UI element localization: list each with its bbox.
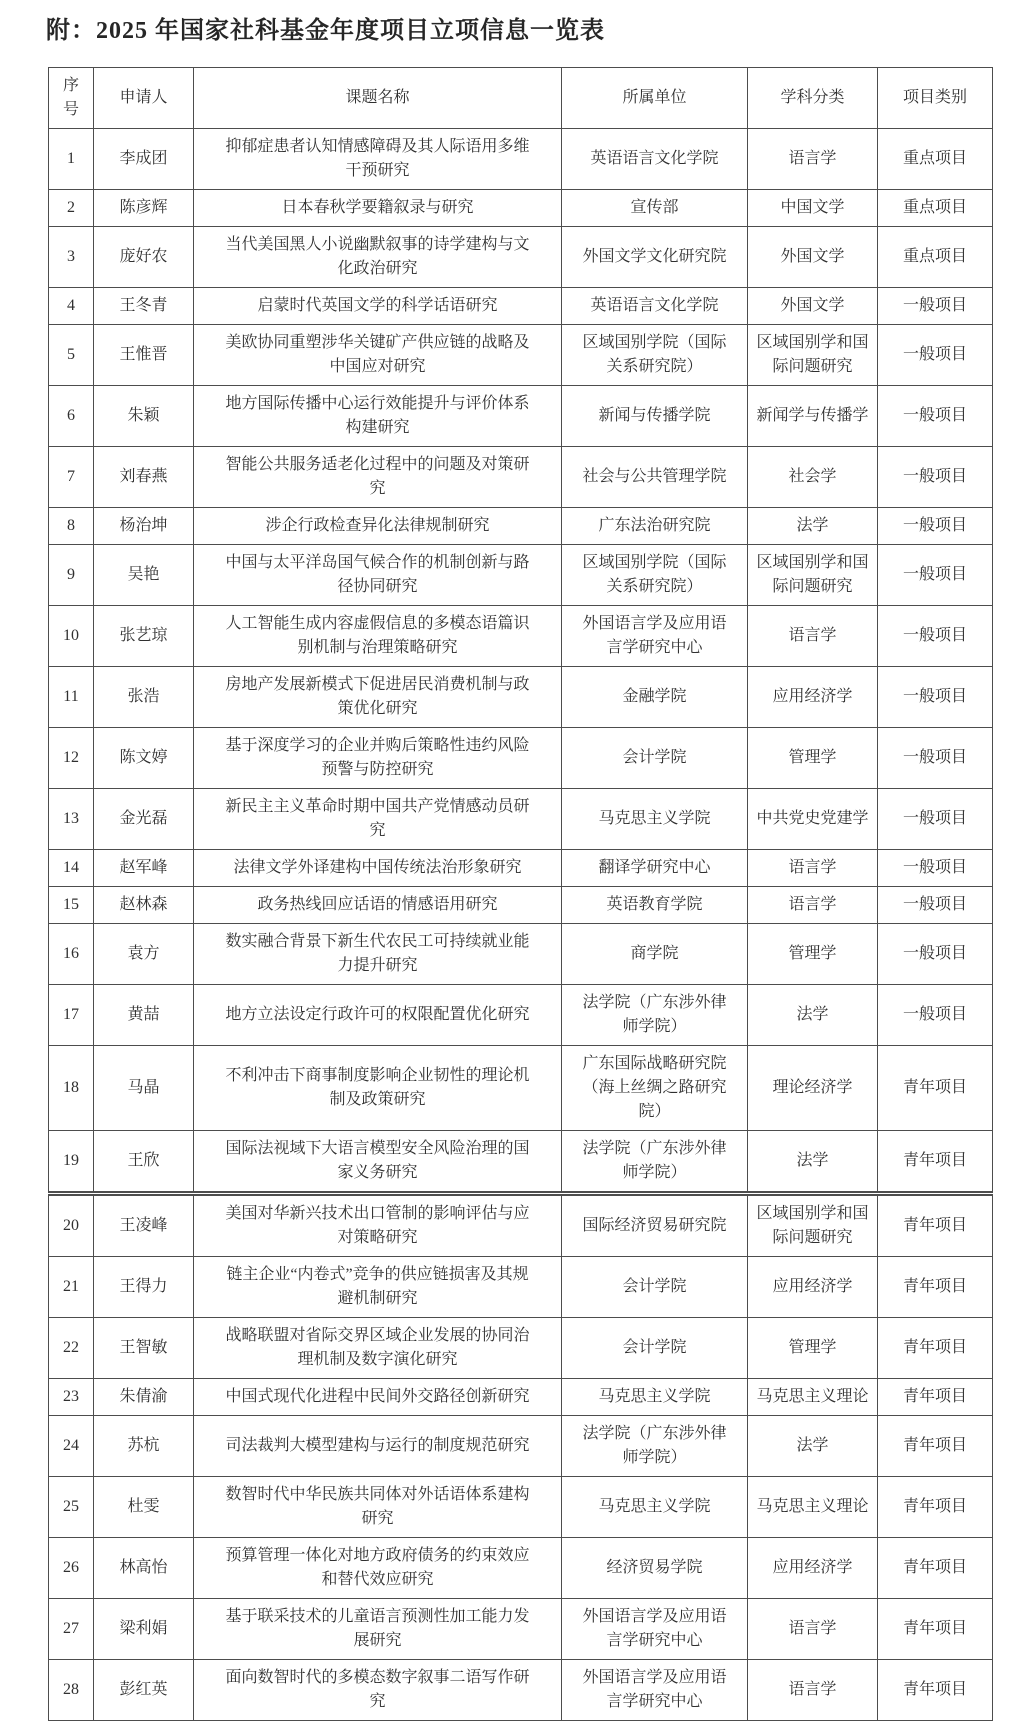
cell-applicant: 杨治坤	[94, 508, 194, 545]
table-row	[49, 667, 993, 728]
cell-applicant: 林高怡	[94, 1538, 194, 1599]
cell-applicant: 王得力	[94, 1257, 194, 1318]
cell-no: 28	[49, 1660, 94, 1721]
cell-title: 启蒙时代英国文学的科学话语研究	[194, 288, 562, 325]
cell-applicant: 赵林森	[94, 887, 194, 924]
cell-title: 人工智能生成内容虚假信息的多模态语篇识别机制与治理策略研究	[194, 606, 562, 667]
cell-discipline: 外国文学	[748, 227, 878, 288]
cell-no: 10	[49, 606, 94, 667]
cell-category: 一般项目	[878, 447, 993, 508]
table-row	[49, 606, 993, 667]
document-page	[40, 10, 990, 1721]
cell-title: 司法裁判大模型建构与运行的制度规范研究	[194, 1416, 562, 1477]
cell-applicant: 陈彦辉	[94, 190, 194, 227]
cell-unit: 区域国别学院（国际关系研究院）	[562, 325, 748, 386]
cell-applicant: 梁利娟	[94, 1599, 194, 1660]
cell-title: 智能公共服务适老化过程中的问题及对策研究	[194, 447, 562, 508]
table-row	[49, 1379, 993, 1416]
cell-category: 一般项目	[878, 924, 993, 985]
cell-unit: 英语语言文化学院	[562, 129, 748, 190]
table-row	[49, 924, 993, 985]
cell-title: 法律文学外译建构中国传统法治形象研究	[194, 850, 562, 887]
cell-unit: 会计学院	[562, 1318, 748, 1379]
projects-table	[48, 67, 993, 1721]
cell-no: 1	[49, 129, 94, 190]
cell-no: 21	[49, 1257, 94, 1318]
cell-unit: 法学院（广东涉外律师学院）	[562, 1131, 748, 1194]
table-row	[49, 447, 993, 508]
cell-applicant: 王智敏	[94, 1318, 194, 1379]
cell-no: 9	[49, 545, 94, 606]
table-row	[49, 728, 993, 789]
cell-unit: 外国文学文化研究院	[562, 227, 748, 288]
cell-category: 青年项目	[878, 1131, 993, 1194]
cell-applicant: 王冬青	[94, 288, 194, 325]
table-row	[49, 1660, 993, 1721]
table-header-row	[49, 68, 993, 129]
cell-category: 一般项目	[878, 545, 993, 606]
cell-discipline: 应用经济学	[748, 667, 878, 728]
cell-title: 当代美国黑人小说幽默叙事的诗学建构与文化政治研究	[194, 227, 562, 288]
cell-unit: 会计学院	[562, 728, 748, 789]
cell-unit: 宣传部	[562, 190, 748, 227]
cell-unit: 商学院	[562, 924, 748, 985]
table-row	[49, 850, 993, 887]
cell-unit: 国际经济贸易研究院	[562, 1194, 748, 1257]
column-header-no: 序号	[49, 68, 94, 129]
cell-title: 预算管理一体化对地方政府债务的约束效应和替代效应研究	[194, 1538, 562, 1599]
cell-no: 13	[49, 789, 94, 850]
table-row	[49, 545, 993, 606]
cell-no: 20	[49, 1194, 94, 1257]
table-row	[49, 1194, 993, 1257]
cell-category: 青年项目	[878, 1318, 993, 1379]
cell-title: 数实融合背景下新生代农民工可持续就业能力提升研究	[194, 924, 562, 985]
cell-no: 16	[49, 924, 94, 985]
cell-applicant: 朱倩渝	[94, 1379, 194, 1416]
table-row	[49, 1131, 993, 1194]
cell-title: 国际法视域下大语言模型安全风险治理的国家义务研究	[194, 1131, 562, 1194]
table-row	[49, 1477, 993, 1538]
cell-category: 一般项目	[878, 887, 993, 924]
cell-unit: 英语教育学院	[562, 887, 748, 924]
cell-category: 青年项目	[878, 1416, 993, 1477]
table-row	[49, 1416, 993, 1477]
column-header-unit: 所属单位	[562, 68, 748, 129]
cell-no: 11	[49, 667, 94, 728]
cell-title: 抑郁症患者认知情感障碍及其人际语用多维干预研究	[194, 129, 562, 190]
cell-title: 面向数智时代的多模态数字叙事二语写作研究	[194, 1660, 562, 1721]
cell-no: 19	[49, 1131, 94, 1194]
cell-discipline: 社会学	[748, 447, 878, 508]
cell-no: 25	[49, 1477, 94, 1538]
cell-unit: 金融学院	[562, 667, 748, 728]
cell-title: 涉企行政检查异化法律规制研究	[194, 508, 562, 545]
cell-no: 22	[49, 1318, 94, 1379]
cell-discipline: 理论经济学	[748, 1046, 878, 1131]
table-row	[49, 386, 993, 447]
cell-applicant: 马晶	[94, 1046, 194, 1131]
table-row	[49, 129, 993, 190]
cell-unit: 社会与公共管理学院	[562, 447, 748, 508]
cell-category: 青年项目	[878, 1257, 993, 1318]
cell-title: 房地产发展新模式下促进居民消费机制与政策优化研究	[194, 667, 562, 728]
cell-category: 重点项目	[878, 190, 993, 227]
column-header-discipline: 学科分类	[748, 68, 878, 129]
cell-title: 日本春秋学要籍叙录与研究	[194, 190, 562, 227]
cell-unit: 马克思主义学院	[562, 789, 748, 850]
cell-category: 一般项目	[878, 288, 993, 325]
cell-discipline: 语言学	[748, 129, 878, 190]
cell-category: 一般项目	[878, 850, 993, 887]
cell-no: 7	[49, 447, 94, 508]
cell-unit: 翻译学研究中心	[562, 850, 748, 887]
cell-discipline: 语言学	[748, 1599, 878, 1660]
cell-applicant: 赵军峰	[94, 850, 194, 887]
cell-no: 24	[49, 1416, 94, 1477]
cell-no: 26	[49, 1538, 94, 1599]
cell-no: 5	[49, 325, 94, 386]
cell-discipline: 应用经济学	[748, 1538, 878, 1599]
cell-applicant: 张浩	[94, 667, 194, 728]
cell-discipline: 语言学	[748, 887, 878, 924]
table-row	[49, 288, 993, 325]
table-row	[49, 508, 993, 545]
cell-title: 链主企业“内卷式”竞争的供应链损害及其规避机制研究	[194, 1257, 562, 1318]
cell-unit: 法学院（广东涉外律师学院）	[562, 1416, 748, 1477]
cell-applicant: 杜雯	[94, 1477, 194, 1538]
cell-no: 4	[49, 288, 94, 325]
cell-discipline: 语言学	[748, 606, 878, 667]
cell-discipline: 马克思主义理论	[748, 1379, 878, 1416]
table-body	[49, 129, 993, 1721]
cell-discipline: 法学	[748, 1416, 878, 1477]
cell-discipline: 应用经济学	[748, 1257, 878, 1318]
cell-category: 一般项目	[878, 667, 993, 728]
table-row	[49, 1599, 993, 1660]
cell-discipline: 区域国别学和国际问题研究	[748, 545, 878, 606]
table-row	[49, 190, 993, 227]
cell-title: 政务热线回应话语的情感语用研究	[194, 887, 562, 924]
cell-applicant: 张艺琼	[94, 606, 194, 667]
cell-unit: 马克思主义学院	[562, 1379, 748, 1416]
table-row	[49, 1257, 993, 1318]
cell-category: 青年项目	[878, 1660, 993, 1721]
cell-category: 一般项目	[878, 386, 993, 447]
cell-unit: 英语语言文化学院	[562, 288, 748, 325]
cell-unit: 马克思主义学院	[562, 1477, 748, 1538]
cell-applicant: 王惟晋	[94, 325, 194, 386]
table-row	[49, 1046, 993, 1131]
cell-title: 中国式现代化进程中民间外交路径创新研究	[194, 1379, 562, 1416]
cell-category: 青年项目	[878, 1194, 993, 1257]
cell-applicant: 陈文婷	[94, 728, 194, 789]
cell-applicant: 刘春燕	[94, 447, 194, 508]
column-header-title: 课题名称	[194, 68, 562, 129]
table-row	[49, 985, 993, 1046]
cell-category: 一般项目	[878, 728, 993, 789]
cell-applicant: 王欣	[94, 1131, 194, 1194]
cell-applicant: 庞好农	[94, 227, 194, 288]
cell-no: 23	[49, 1379, 94, 1416]
cell-no: 27	[49, 1599, 94, 1660]
cell-no: 3	[49, 227, 94, 288]
cell-discipline: 区域国别学和国际问题研究	[748, 325, 878, 386]
cell-no: 6	[49, 386, 94, 447]
table-row	[49, 227, 993, 288]
cell-discipline: 外国文学	[748, 288, 878, 325]
cell-discipline: 中国文学	[748, 190, 878, 227]
cell-discipline: 区域国别学和国际问题研究	[748, 1194, 878, 1257]
cell-discipline: 马克思主义理论	[748, 1477, 878, 1538]
column-header-applicant: 申请人	[94, 68, 194, 129]
cell-discipline: 法学	[748, 985, 878, 1046]
cell-category: 一般项目	[878, 985, 993, 1046]
cell-title: 地方立法设定行政许可的权限配置优化研究	[194, 985, 562, 1046]
cell-unit: 外国语言学及应用语言学研究中心	[562, 1660, 748, 1721]
cell-no: 8	[49, 508, 94, 545]
cell-category: 一般项目	[878, 606, 993, 667]
cell-category: 一般项目	[878, 508, 993, 545]
cell-discipline: 法学	[748, 508, 878, 545]
cell-category: 重点项目	[878, 227, 993, 288]
table-row	[49, 1538, 993, 1599]
cell-unit: 新闻与传播学院	[562, 386, 748, 447]
cell-category: 青年项目	[878, 1046, 993, 1131]
cell-unit: 经济贸易学院	[562, 1538, 748, 1599]
cell-unit: 区域国别学院（国际关系研究院）	[562, 545, 748, 606]
cell-title: 基于深度学习的企业并购后策略性违约风险预警与防控研究	[194, 728, 562, 789]
cell-category: 一般项目	[878, 325, 993, 386]
cell-applicant: 朱颖	[94, 386, 194, 447]
cell-applicant: 苏杭	[94, 1416, 194, 1477]
cell-discipline: 管理学	[748, 1318, 878, 1379]
cell-applicant: 彭红英	[94, 1660, 194, 1721]
cell-discipline: 语言学	[748, 1660, 878, 1721]
cell-discipline: 中共党史党建学	[748, 789, 878, 850]
cell-category: 青年项目	[878, 1379, 993, 1416]
cell-discipline: 语言学	[748, 850, 878, 887]
cell-applicant: 李成团	[94, 129, 194, 190]
table-row	[49, 789, 993, 850]
cell-title: 数智时代中华民族共同体对外话语体系建构研究	[194, 1477, 562, 1538]
cell-category: 青年项目	[878, 1538, 993, 1599]
cell-title: 地方国际传播中心运行效能提升与评价体系构建研究	[194, 386, 562, 447]
cell-applicant: 金光磊	[94, 789, 194, 850]
cell-unit: 法学院（广东涉外律师学院）	[562, 985, 748, 1046]
cell-title: 新民主主义革命时期中国共产党情感动员研究	[194, 789, 562, 850]
cell-no: 14	[49, 850, 94, 887]
cell-title: 基于联采技术的儿童语言预测性加工能力发展研究	[194, 1599, 562, 1660]
cell-title: 中国与太平洋岛国气候合作的机制创新与路径协同研究	[194, 545, 562, 606]
cell-unit: 广东法治研究院	[562, 508, 748, 545]
column-header-category: 项目类别	[878, 68, 993, 129]
cell-category: 重点项目	[878, 129, 993, 190]
cell-no: 18	[49, 1046, 94, 1131]
cell-title: 战略联盟对省际交界区域企业发展的协同治理机制及数字演化研究	[194, 1318, 562, 1379]
cell-unit: 外国语言学及应用语言学研究中心	[562, 1599, 748, 1660]
cell-category: 一般项目	[878, 789, 993, 850]
cell-discipline: 管理学	[748, 728, 878, 789]
cell-no: 15	[49, 887, 94, 924]
cell-category: 青年项目	[878, 1599, 993, 1660]
cell-category: 青年项目	[878, 1477, 993, 1538]
cell-discipline: 法学	[748, 1131, 878, 1194]
cell-title: 美国对华新兴技术出口管制的影响评估与应对策略研究	[194, 1194, 562, 1257]
cell-no: 2	[49, 190, 94, 227]
table-row	[49, 325, 993, 386]
page-title: 附：2025 年国家社科基金年度项目立项信息一览表	[46, 18, 605, 44]
cell-applicant: 吴艳	[94, 545, 194, 606]
cell-applicant: 黄喆	[94, 985, 194, 1046]
cell-no: 17	[49, 985, 94, 1046]
cell-applicant: 王凌峰	[94, 1194, 194, 1257]
cell-discipline: 管理学	[748, 924, 878, 985]
cell-unit: 广东国际战略研究院（海上丝绸之路研究院）	[562, 1046, 748, 1131]
cell-unit: 外国语言学及应用语言学研究中心	[562, 606, 748, 667]
table-row	[49, 1318, 993, 1379]
cell-title: 不利冲击下商事制度影响企业韧性的理论机制及政策研究	[194, 1046, 562, 1131]
cell-title: 美欧协同重塑涉华关键矿产供应链的战略及中国应对研究	[194, 325, 562, 386]
cell-unit: 会计学院	[562, 1257, 748, 1318]
cell-no: 12	[49, 728, 94, 789]
cell-applicant: 袁方	[94, 924, 194, 985]
table-row	[49, 887, 993, 924]
cell-discipline: 新闻学与传播学	[748, 386, 878, 447]
